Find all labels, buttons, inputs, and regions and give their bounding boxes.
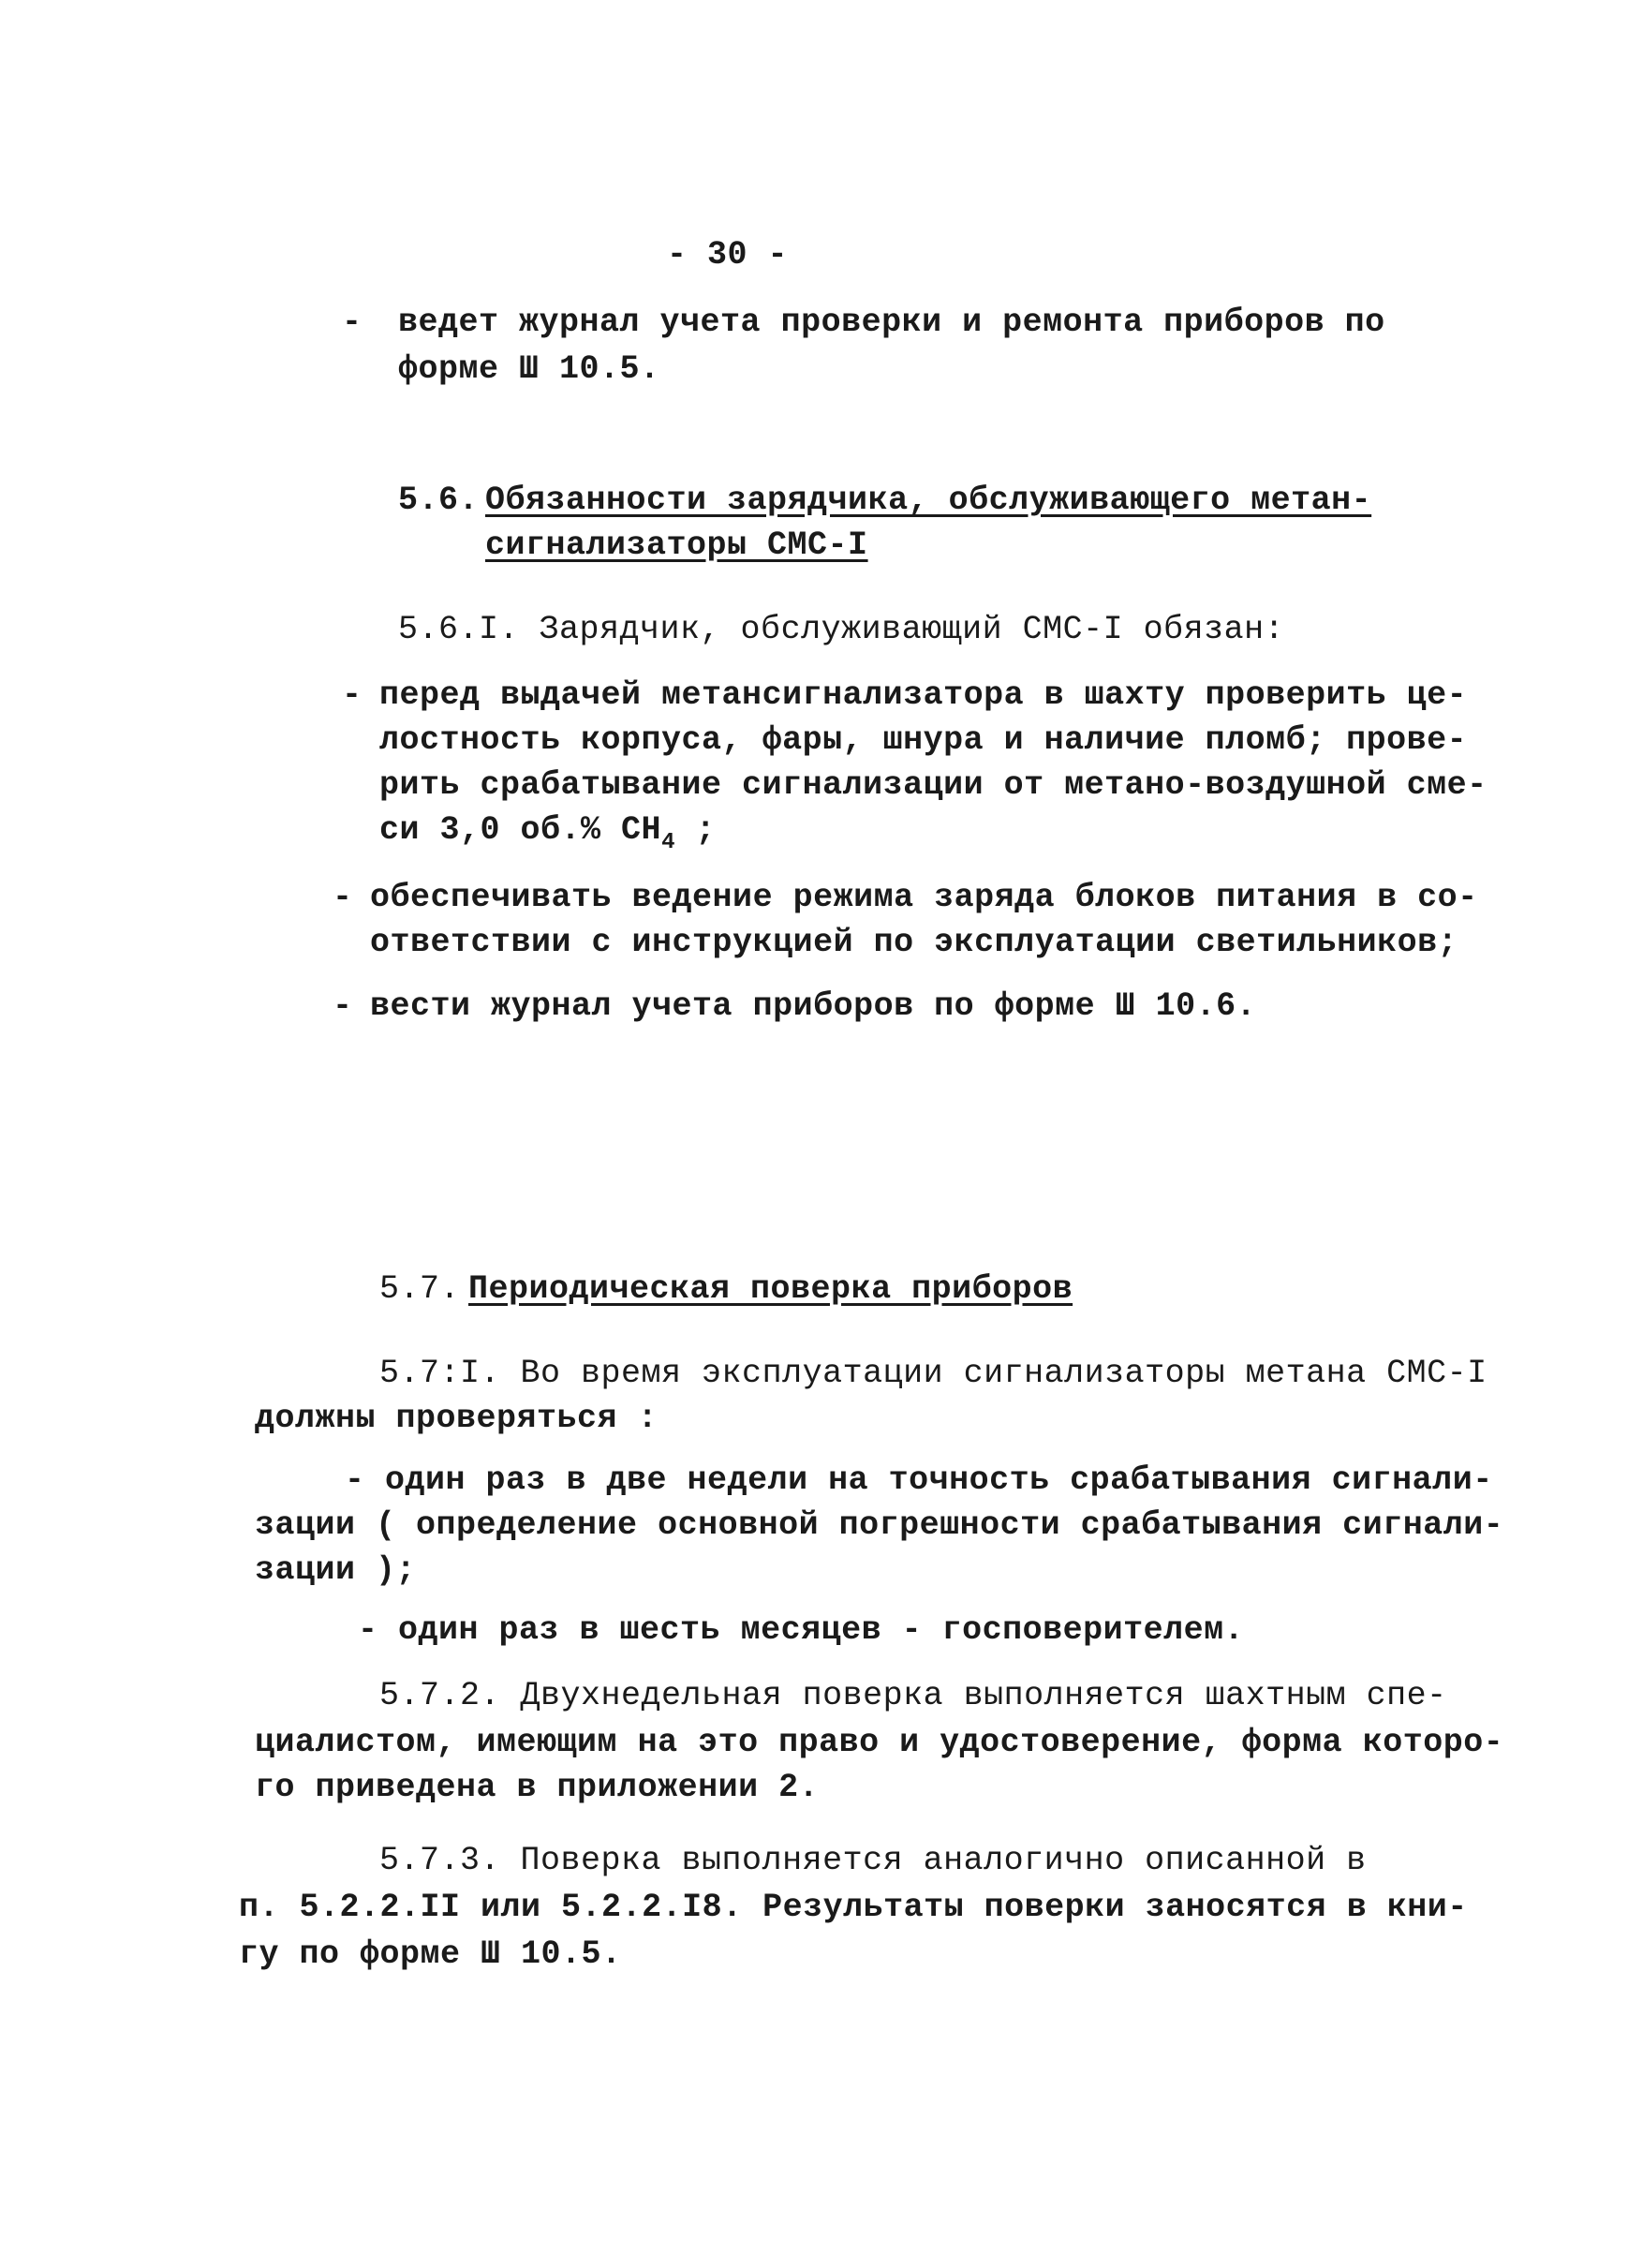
item-5-6-1-bullet-1-line-3: рить срабатывание сигнализации от метано-воздушной сме- bbox=[379, 766, 1487, 804]
item-5-7-1-line-1: 5.7:I. Во время эксплуатации сигнализаторы метана СМС-I bbox=[379, 1355, 1487, 1392]
methane-subscript: 4 bbox=[661, 830, 675, 855]
item-5-7-3-line-1: 5.7.3. Поверка выполняется аналогично описанной в bbox=[379, 1842, 1367, 1879]
item-5-7-2-line-1: 5.7.2. Двухнедельная поверка выполняется шахтным спе- bbox=[379, 1677, 1447, 1714]
item-5-7-3-line-3: гу по форме Ш 10.5. bbox=[239, 1935, 622, 1973]
item-5-7-1-sub-1-line-2: зации ( определение основной погрешности срабатывания сигнали- bbox=[255, 1506, 1504, 1544]
item-5-6-1-bullet-3-line-1: вести журнал учета приборов по форме Ш 10.6. bbox=[370, 987, 1257, 1025]
intro-bullet-dash: - bbox=[342, 304, 363, 341]
item-5-6-1-bullet-2-dash: - bbox=[333, 879, 353, 916]
item-5-6-1-heading: 5.6.I. Зарядчик, обслуживающий СМС-I обязан: bbox=[398, 611, 1285, 648]
bullet-1-line-4-main: си 3,0 об.% CH bbox=[379, 811, 662, 849]
intro-line-1: ведет журнал учета проверки и ремонта приборов по bbox=[398, 304, 1385, 341]
section-5-6-number: 5.6. bbox=[398, 482, 480, 519]
item-5-7-2-line-3: го приведена в приложении 2. bbox=[255, 1769, 820, 1806]
bullet-1-line-4-end: ; bbox=[674, 811, 716, 849]
item-5-7-2-line-2: циалистом, имеющим на это право и удостоверение, форма которо- bbox=[255, 1724, 1504, 1761]
item-5-7-1-line-2: должны проверяться : bbox=[255, 1400, 659, 1437]
section-5-7-number: 5.7. bbox=[379, 1270, 461, 1308]
item-5-6-1-bullet-1-line-4 bbox=[379, 808, 716, 855]
item-5-6-1-bullet-1-line-2: лостность корпуса, фары, шнура и наличие пломб; прове- bbox=[379, 721, 1468, 759]
section-5-7-title: Периодическая поверка приборов bbox=[468, 1270, 1073, 1308]
section-5-6-title-line-1: Обязанности зарядчика, обслуживающего метан- bbox=[485, 482, 1372, 519]
section-5-6-title-line-2: сигнализаторы СМС-I bbox=[485, 526, 868, 564]
item-5-7-1-sub-1-line-3: зации ); bbox=[255, 1551, 417, 1589]
page-number: - 30 - bbox=[667, 236, 789, 274]
item-5-6-1-bullet-1-dash: - bbox=[342, 676, 363, 714]
item-5-6-1-bullet-1-line-1: перед выдачей метансигнализатора в шахту проверить це- bbox=[379, 676, 1468, 714]
item-5-6-1-bullet-2-line-2: ответствии с инструкцией по эксплуатации светильников; bbox=[370, 924, 1458, 961]
item-5-6-1-bullet-3-dash: - bbox=[333, 987, 353, 1025]
item-5-6-1-bullet-2-line-1: обеспечивать ведение режима заряда блоков питания в со- bbox=[370, 879, 1478, 916]
item-5-7-1-sub-2-line-1: - один раз в шесть месяцев - госповерителем. bbox=[358, 1611, 1245, 1649]
item-5-7-1-sub-1-line-1: - один раз в две недели на точность срабатывания сигнали- bbox=[345, 1461, 1493, 1499]
item-5-7-3-line-2: п. 5.2.2.II или 5.2.2.I8. Результаты поверки заносятся в кни- bbox=[239, 1889, 1468, 1926]
intro-line-2: форме Ш 10.5. bbox=[398, 350, 660, 388]
